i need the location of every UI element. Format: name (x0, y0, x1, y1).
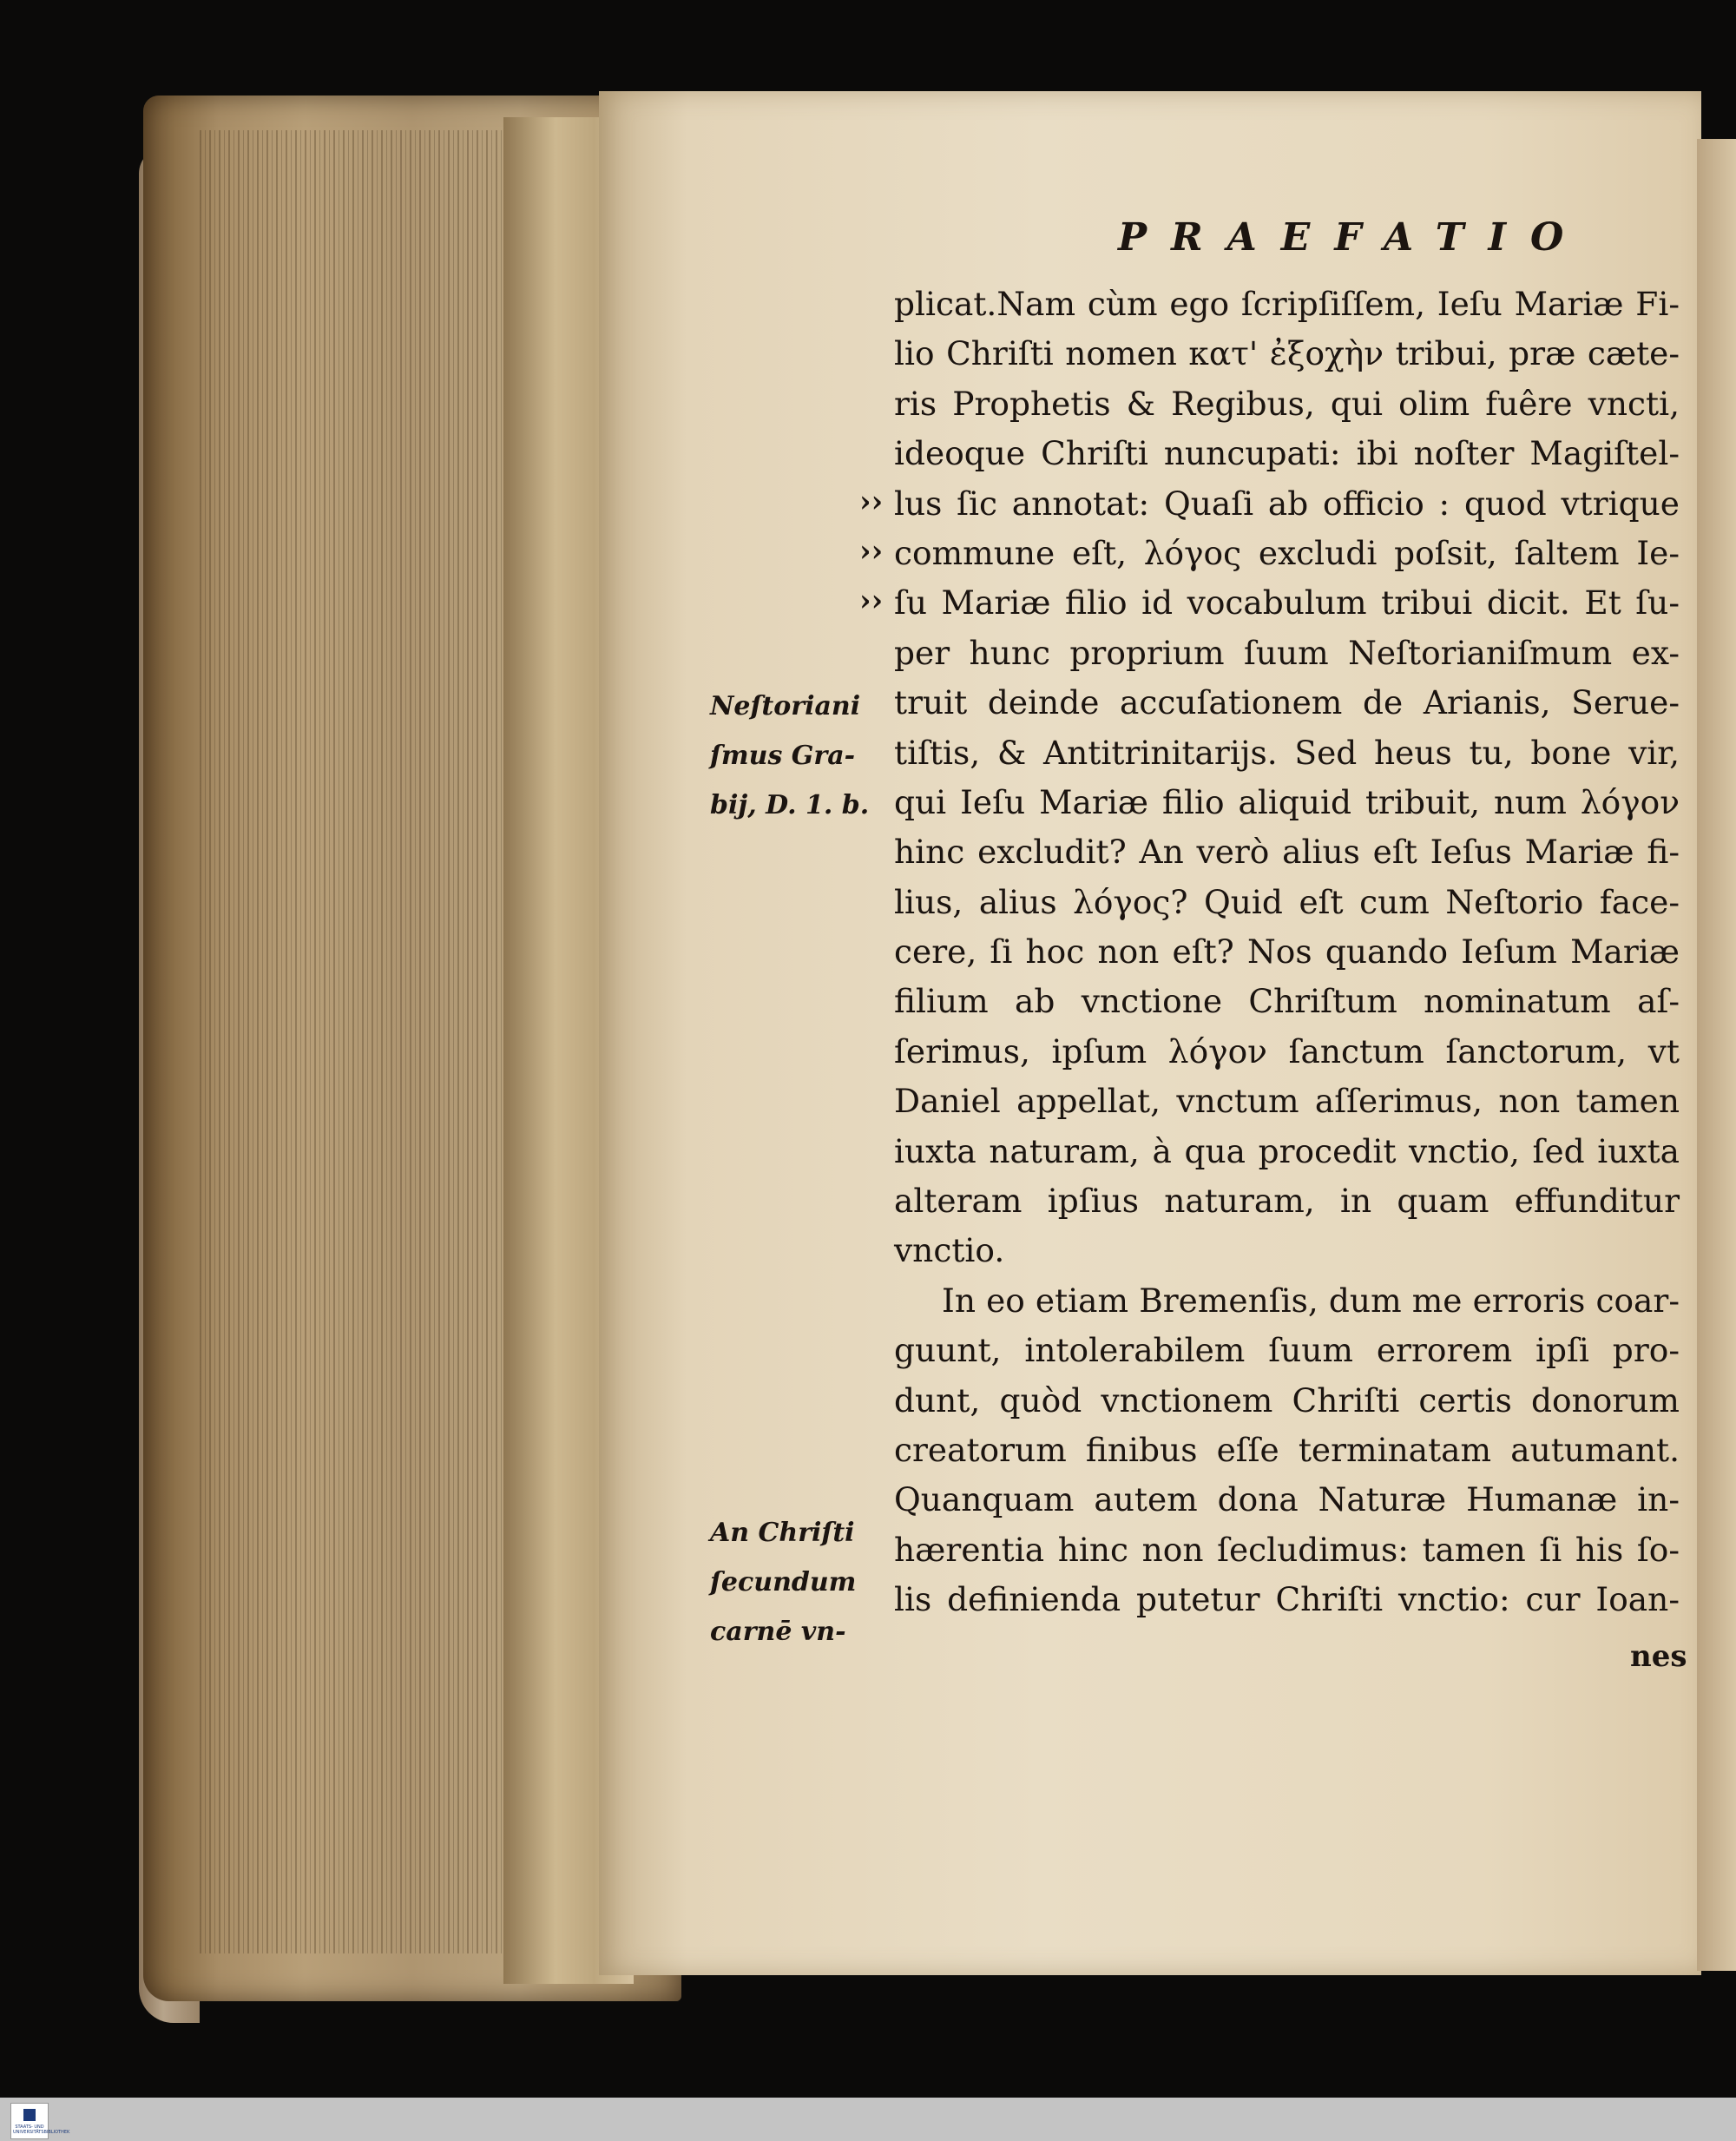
text-line: dunt, quòd vnctionem Chriſti certis donorum (894, 1380, 1680, 1420)
text-line: truit deinde accuſationem de Arianis, Serue- (894, 683, 1680, 722)
text-line: vnctio. (894, 1231, 1005, 1270)
text-line: lis definienda putetur Chriſti vnctio: cur Ioan- (894, 1580, 1680, 1619)
text-line: creatorum finibus eſſe terminatam autumant. (894, 1430, 1680, 1469)
text-line: guunt, intolerabilem ſuum errorem ipſi pro- (894, 1331, 1680, 1370)
body-text (894, 280, 1680, 1625)
text-line: cere, ſi hoc non eſt? Nos quando Ieſum Mariæ (894, 932, 1680, 972)
marginal-note-line: ſmus Gra- (710, 741, 856, 771)
text-line: tiſtis, & Antitrinitarijs. Sed heus tu, bone vir, (894, 733, 1680, 772)
text-line: iuxta naturam, à qua procedit vnctio, ſed iuxta (894, 1131, 1680, 1170)
text-line: ſerimus, ipſum λόγον ſanctum ſanctorum, vt (894, 1031, 1680, 1070)
marginal-note-line: Neſtoriani (710, 691, 861, 721)
library-logo-text: STAATS- UND UNIVERSITÄTSBIBLIOTHEK (13, 2125, 70, 2135)
marginal-note-line: bij, D. 1. b. (710, 790, 870, 820)
library-logo (10, 2103, 70, 2139)
marginal-note-line: An Chriſti (710, 1518, 855, 1548)
text-line: ſu Mariæ filio id vocabulum tribui dicit. Et ſu- (894, 583, 1680, 623)
text-line: filium ab vnctione Chriſtum nominatum aſ- (894, 982, 1680, 1021)
text-line: plicat.Nam cùm ego ſcripſiſſem, Ieſu Mariæ Fi- (894, 285, 1680, 323)
facing-page-edge (1697, 139, 1736, 1971)
marginal-note-line: carnē vn- (710, 1617, 846, 1647)
catchword: nes (1630, 1639, 1687, 1674)
running-head: PRAEFATIO (1118, 215, 1588, 260)
text-line: per hunc proprium ſuum Neſtorianiſmum ex- (894, 633, 1680, 672)
quote-mark: ›› (859, 583, 884, 618)
text-line: hærentia hinc non ſecludimus: tamen ſi his ſo- (894, 1530, 1680, 1569)
quote-mark: ›› (859, 484, 884, 519)
text-line: lus ſic annotat: Quaſi ab officio : quod vtrique (894, 484, 1680, 523)
text-line: alteram ipſius naturam, in quam effunditur (894, 1182, 1680, 1221)
text-line: qui Ieſu Mariæ filio aliquid tribuit, num λόγον (894, 782, 1680, 821)
marginal-note-nestorianismus (710, 682, 869, 830)
text-line: ris Prophetis & Regibus, qui olim fuêre vncti, (894, 384, 1680, 423)
text-line: commune eſt, λόγος excludi poſsit, ſaltem Ie- (894, 533, 1680, 572)
text-line: hinc excludit? An verò alius eſt Ieſus Mariæ fi- (894, 833, 1680, 872)
marginal-note-line: ſecundum (710, 1567, 857, 1598)
text-line: In eo etiam Bremenſis, dum me erroris coar- (942, 1281, 1680, 1320)
text-line: Quanquam autem dona Naturæ Humanæ in- (894, 1480, 1680, 1519)
quote-mark: ›› (859, 534, 884, 569)
text-line: lius, alius λόγος? Quid eſt cum Neſtorio face- (894, 882, 1680, 921)
text-line: ideoque Chriſti nuncupati: ibi noſter Magiſtel- (894, 434, 1680, 473)
text-line: lio Chriſti nomen κατ' ἐξοχὴν tribui, præ cæte- (894, 334, 1680, 373)
library-logo-icon (23, 2109, 36, 2121)
text-line: Daniel appellat, vnctum aſſerimus, non tamen (894, 1082, 1680, 1121)
viewer-bottom-bar (0, 2098, 1736, 2141)
marginal-note-an-christi (710, 1508, 856, 1657)
